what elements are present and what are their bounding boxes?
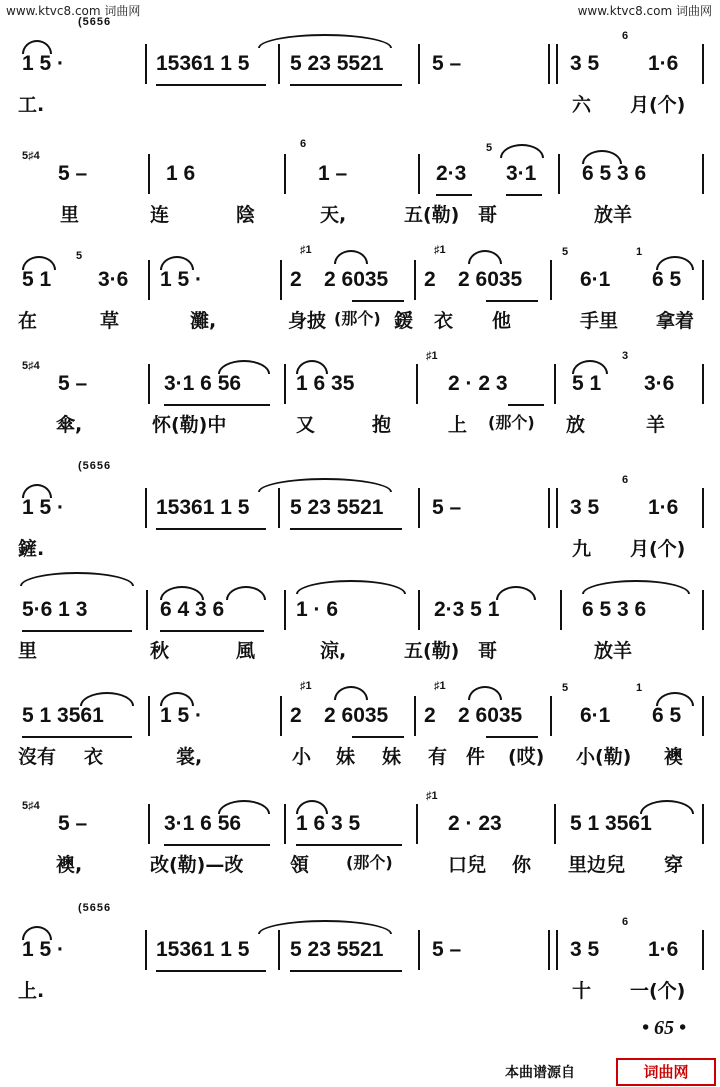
grace-note: ♯1 [434, 244, 446, 256]
lyric-syllable: 羊 [646, 414, 666, 436]
note-group: 2 6035 [458, 704, 523, 727]
note-group: 1 5 · [160, 704, 203, 727]
slur-mark [468, 250, 502, 264]
note-group: 1 6 [166, 162, 196, 185]
grace-note: ♯1 [426, 350, 438, 362]
note-group: 2 [424, 704, 436, 727]
note-group: 5 – [58, 372, 88, 395]
note-group: 1 6 35 [296, 372, 355, 395]
lyric-syllable: 工. [18, 94, 45, 116]
lyric-syllable: 灘, [190, 310, 217, 332]
slur-mark [334, 686, 368, 700]
beat-underline [156, 84, 266, 86]
lyric-syllable: 月(个) [630, 94, 686, 116]
lyric-syllable: 沒有 [18, 746, 57, 768]
lyric-syllable: 里 [60, 204, 80, 226]
note-group: 2 · 2 3 [448, 372, 508, 395]
note-group: 3·6 [98, 268, 129, 291]
note-group: 6 5 3 6 [582, 598, 647, 621]
note-group: 5 1 [22, 268, 52, 291]
note-group: 5 23 5521 [290, 52, 384, 75]
note-group: 5 1 3561 [570, 812, 652, 835]
grace-note: 5 [76, 250, 83, 262]
beat-underline [290, 970, 402, 972]
score-system-8 [0, 760, 720, 880]
grace-note: 5 [562, 246, 569, 258]
note-group: 1 5 · [22, 938, 65, 961]
grace-note: 6 [622, 916, 629, 928]
lyric-syllable: 領 [290, 854, 310, 876]
lyric-syllable: 鍰 [394, 310, 414, 332]
note-group: 2 · 23 [448, 812, 502, 835]
beat-underline [290, 84, 402, 86]
lyric-syllable: 月(个) [630, 538, 686, 560]
lyric-syllable: 哥 [478, 204, 498, 226]
lyric-syllable: 穿 [664, 854, 684, 876]
note-group: 15361 1 5 [156, 938, 250, 961]
note-group: 5 23 5521 [290, 496, 384, 519]
grace-note: ♯1 [300, 680, 312, 692]
lyric-syllable: 傘, [56, 414, 83, 436]
note-group: 1 5 · [160, 268, 203, 291]
beat-underline [486, 300, 538, 302]
grace-note: 6 [622, 474, 629, 486]
beat-underline [160, 630, 264, 632]
lyric-syllable: 襖, [56, 854, 83, 876]
lyric-syllable: 妹 [336, 746, 356, 768]
lyric-syllable: 他 [492, 310, 512, 332]
lyric-syllable: 怀(勒)中 [152, 414, 227, 436]
grace-note: ♯1 [426, 790, 438, 802]
note-group: 6 5 3 6 [582, 162, 647, 185]
beat-underline [156, 528, 266, 530]
note-group: 5 23 5521 [290, 938, 384, 961]
note-group: 6 5 [652, 268, 682, 291]
lyric-syllable: 放 [566, 414, 586, 436]
note-group: 3·6 [644, 372, 675, 395]
note-group: 5 1 [572, 372, 602, 395]
score-system-7 [0, 652, 720, 772]
lyric-syllable: 又 [296, 414, 316, 436]
note-group: 1 – [318, 162, 348, 185]
note-group: 1 5 · [22, 52, 65, 75]
page-number: • 65 • [641, 1017, 686, 1039]
note-group: 1 · 6 [296, 598, 339, 621]
lyric-syllable: 里 [18, 640, 38, 662]
score-system-2 [0, 110, 720, 230]
note-group: 6·1 [580, 268, 611, 291]
lyric-syllable: 衣 [84, 746, 104, 768]
lyric-syllable: 上 [448, 414, 468, 436]
lyric-syllable: 里边兒 [568, 854, 626, 876]
lyric-syllable: 哥 [478, 640, 498, 662]
grace-tuplet: (5656 [78, 902, 112, 914]
lyric-syllable: 你 [512, 854, 532, 876]
note-group: 6 4 3 6 [160, 598, 225, 621]
lyric-syllable: 襖 [664, 746, 684, 768]
note-group: 3 5 [570, 938, 600, 961]
lyric-syllable: 身披 [288, 310, 327, 332]
note-group: 2·3 5 1 [434, 598, 500, 621]
note-group: 2 6035 [324, 704, 389, 727]
lyric-syllable: 拿着 [656, 310, 695, 332]
note-group: 5 – [58, 812, 88, 835]
grace-note: 5♯4 [22, 150, 40, 162]
note-group: 5 1 3561 [22, 704, 104, 727]
lyric-syllable: 草 [100, 310, 120, 332]
score-system-6 [0, 546, 720, 666]
grace-tuplet: (5656 [78, 460, 112, 472]
grace-note: 5♯4 [22, 360, 40, 372]
slur-mark [468, 686, 502, 700]
grace-note: 6 [300, 138, 307, 150]
grace-note: 5 [562, 682, 569, 694]
note-group: 15361 1 5 [156, 52, 250, 75]
note-group: 5 – [432, 938, 462, 961]
beat-underline [486, 736, 538, 738]
lyric-syllable: 放羊 [594, 204, 633, 226]
note-group: 1 5 · [22, 496, 65, 519]
lyric-syllable: 衣 [434, 310, 454, 332]
lyric-syllable: (那个) [488, 413, 535, 432]
lyric-syllable: 九 [572, 538, 592, 560]
slur-mark [20, 572, 134, 586]
note-group: 1·6 [648, 496, 679, 519]
note-group: 6·1 [580, 704, 611, 727]
beat-underline [508, 404, 544, 406]
grace-note: 1 [636, 682, 643, 694]
lyric-syllable: 妹 [382, 746, 402, 768]
lyric-syllable: 有 [428, 746, 448, 768]
lyric-syllable: 五(勒) [404, 204, 460, 226]
note-group: 2 6035 [324, 268, 389, 291]
lyric-syllable: 连 [150, 204, 170, 226]
note-group: 3·1 [506, 162, 537, 185]
lyric-syllable: 抱 [372, 414, 392, 436]
lyric-syllable: 口兒 [448, 854, 487, 876]
grace-note: 3 [622, 350, 629, 362]
lyric-syllable: 涼, [320, 640, 347, 662]
beat-underline [296, 844, 402, 846]
lyric-syllable: 風 [236, 640, 256, 662]
lyric-syllable: 十 [572, 980, 592, 1002]
grace-note: ♯1 [434, 680, 446, 692]
lyric-syllable: 裳, [176, 746, 203, 768]
lyric-syllable: (那个) [334, 309, 381, 328]
watermark-right: www.ktvc8.com 词曲网 [577, 4, 712, 18]
slur-mark [500, 144, 544, 158]
beat-underline [352, 300, 404, 302]
beat-underline [164, 844, 270, 846]
note-group: 15361 1 5 [156, 496, 250, 519]
beat-underline [164, 404, 270, 406]
note-group: 5 – [58, 162, 88, 185]
note-group: 2 [290, 268, 302, 291]
note-group: 5·6 1 3 [22, 598, 88, 621]
lyric-syllable: 六 [572, 94, 592, 116]
beat-underline [506, 194, 542, 196]
note-group: 3 5 [570, 52, 600, 75]
note-group: 3 5 [570, 496, 600, 519]
beat-underline [352, 736, 404, 738]
note-group: 2·3 [436, 162, 467, 185]
lyric-syllable: 改(勒)—改 [150, 854, 244, 876]
note-group: 1·6 [648, 938, 679, 961]
lyric-syllable: 陰 [236, 204, 256, 226]
lyric-syllable: 小 [292, 746, 312, 768]
watermark-left: www.ktvc8.com 词曲网 [6, 4, 141, 18]
note-group: 3·1 6 56 [164, 812, 242, 835]
note-group: 5 – [432, 496, 462, 519]
score-system-3 [0, 216, 720, 336]
lyric-syllable: 五(勒) [404, 640, 460, 662]
grace-note: 5♯4 [22, 800, 40, 812]
score-system-1 [0, 0, 720, 120]
score-system-4 [0, 320, 720, 440]
grace-tuplet: (5656 [78, 16, 112, 28]
source-note: 本曲谱源自 [505, 1065, 575, 1081]
beat-underline [290, 528, 402, 530]
note-group: 3·1 6 56 [164, 372, 242, 395]
grace-note: 1 [636, 246, 643, 258]
beat-underline [436, 194, 472, 196]
note-group: 2 [424, 268, 436, 291]
slur-mark [296, 580, 406, 594]
site-logo-badge[interactable]: 词曲网 [616, 1058, 716, 1086]
note-group: 2 6035 [458, 268, 523, 291]
lyric-syllable: (那个) [346, 853, 393, 872]
score-system-9 [0, 886, 720, 1006]
lyric-syllable: 放羊 [594, 640, 633, 662]
lyric-syllable: (哎) [508, 746, 545, 768]
beat-underline [22, 630, 132, 632]
lyric-syllable: 小(勒) [576, 746, 632, 768]
lyric-syllable: 上. [18, 980, 45, 1002]
lyric-syllable: 天, [320, 204, 347, 226]
grace-note: 5 [486, 142, 493, 154]
lyric-syllable: 鏟. [18, 538, 45, 560]
note-group: 6 5 [652, 704, 682, 727]
note-group: 1 6 3 5 [296, 812, 361, 835]
note-group: 2 [290, 704, 302, 727]
lyric-syllable: 秋 [150, 640, 170, 662]
beat-underline [156, 970, 266, 972]
note-group: 5 – [432, 52, 462, 75]
lyric-syllable: 件 [466, 746, 486, 768]
lyric-syllable: 手里 [580, 310, 619, 332]
grace-note: 6 [622, 30, 629, 42]
slur-mark [334, 250, 368, 264]
lyric-syllable: 一(个) [630, 980, 686, 1002]
beat-underline [22, 736, 132, 738]
slur-mark [582, 580, 690, 594]
grace-note: ♯1 [300, 244, 312, 256]
lyric-syllable: 在 [18, 310, 38, 332]
note-group: 1·6 [648, 52, 679, 75]
